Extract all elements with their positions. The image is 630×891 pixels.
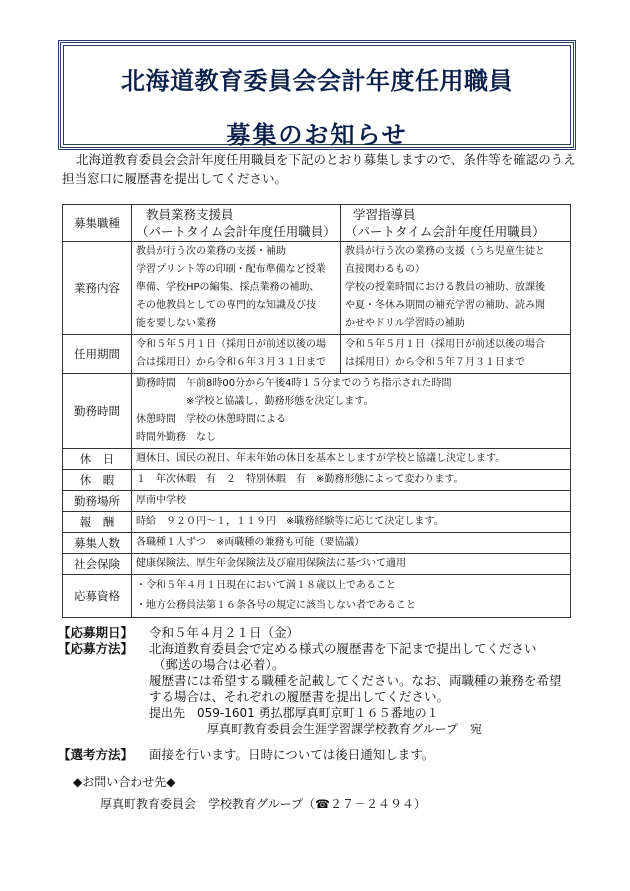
list-item: 直接関わるもの） <box>345 264 425 275</box>
list-item: ※学校と協議し、勤務形態を決定します。 <box>136 396 374 407</box>
period2-cell <box>341 335 571 374</box>
job2-cell <box>341 205 571 242</box>
submit-line1: 提出先 059-1601 勇払郡厚真町京町１６５番地の１ <box>149 706 439 720</box>
list-item: その他教員としての専門的な知識及び技 <box>136 300 316 311</box>
job1-cell <box>132 205 341 242</box>
submit-address <box>149 705 589 737</box>
place-cell: 厚南中学校 <box>132 491 571 512</box>
method-label: 【応募方法】 <box>58 641 134 656</box>
table-row <box>63 575 571 618</box>
num-label: 募集人数 <box>63 533 132 554</box>
list-item: 教員が行う次の業務の支援（うち児童生徒と <box>345 246 545 257</box>
recruitment-table <box>62 204 571 618</box>
duty2-cell <box>341 242 571 335</box>
submit-line2: 厚真町教育委員会生涯学習課学校教育グループ 宛 <box>207 722 483 736</box>
list-item: する場合は、それぞれの履歴書を提出してください。 <box>149 689 450 704</box>
contact-text: 厚真町教育委員会 学校教育グループ（☎２７－２４９４） <box>100 797 426 811</box>
list-item: 合は採用日）から令和６年３月３１日まで <box>136 357 326 368</box>
leave-cell: １ 年次休暇 有 ２ 特別休暇 有 ※勤務形態によって変わります。 <box>132 470 571 491</box>
list-item: かせやドリル学習時の補助 <box>345 318 465 329</box>
table-row <box>63 491 571 512</box>
hours-label: 勤務時間 <box>63 374 132 449</box>
list-item: 北海道教育委員会で定める様式の履歴書を下記まで提出してください <box>149 641 537 656</box>
list-item: は採用日）から令和５年７月３１日まで <box>345 357 525 368</box>
list-item: ・地方公務員法第１６条各号の規定に該当しない者であること <box>136 600 416 611</box>
method-section <box>58 641 148 657</box>
deadline-label: 【応募期日】 <box>58 625 134 640</box>
selection-label: 【選考方法】 <box>58 747 134 762</box>
list-item: （郵送の場合は必着）。 <box>153 657 285 672</box>
job2-title: 学習指導員 <box>353 207 416 222</box>
table-row <box>63 242 571 335</box>
list-item: や夏・冬休み期間の補充学習の補助、読み聞 <box>345 300 545 311</box>
selection-text: 面接を行います。日時については後日通知します。 <box>149 747 435 762</box>
table-row <box>63 449 571 470</box>
qual-label: 応募資格 <box>63 575 132 618</box>
table-row <box>63 512 571 533</box>
table-row <box>63 533 571 554</box>
ins-label: 社会保険 <box>63 554 132 575</box>
table-row <box>63 205 571 242</box>
list-item: 学校の授業時間における教員の補助、放課後 <box>345 282 545 293</box>
holiday-label: 休 日 <box>63 449 132 470</box>
list-item: 勤務時間 午前8時00分から午後4時１５分までのうち指示された時間 <box>136 378 452 389</box>
ins-cell: 健康保険法、厚生年金保険法及び雇用保険法に基づいて適用 <box>132 554 571 575</box>
list-item: 時間外勤務 なし <box>136 432 216 443</box>
page-title: 北海道教育委員会会計年度任用職員 <box>121 67 513 95</box>
leave-label: 休 暇 <box>63 470 132 491</box>
duty-label: 業務内容 <box>63 242 132 335</box>
deadline-text: 令和５年４月２１日（金） <box>149 625 300 640</box>
table-row <box>63 554 571 575</box>
job-label: 募集職種 <box>63 205 132 242</box>
list-item: 学習プリント等の印刷・配布準備など授業 <box>136 264 326 275</box>
list-item: 令和５年５月１日（採用日が前述以後の場 <box>136 339 326 350</box>
pay-label: 報 酬 <box>63 512 132 533</box>
intro-text: 北海道教育委員会会計年度任用職員を下記のとおり募集しますので、条件等を確認のうえ担当窓口に履歴書を提出してください。 <box>62 152 576 186</box>
list-item: 休憩時間 学校の休憩時間による <box>136 414 286 425</box>
hours-cell <box>132 374 571 449</box>
title-box <box>58 40 576 150</box>
duty1-cell <box>132 242 341 335</box>
list-item: 準備、学校HPの編集、採点業務の補助、 <box>136 282 320 293</box>
list-item: 能を要しない業務 <box>136 318 216 329</box>
pay-cell: 時給 ９２０円～１，１１９円 ※職務経験等に応じて決定します。 <box>132 512 571 533</box>
list-item: 令和５年５月１日（採用日が前述以後の場合 <box>345 339 545 350</box>
selection-section <box>58 747 148 763</box>
period1-cell <box>132 335 341 374</box>
method-text <box>149 641 589 705</box>
list-item: 教員が行う次の業務の支援・補助 <box>136 246 286 257</box>
job2-sub: （パートタイム会計年度任用職員） <box>345 224 545 239</box>
deadline-section <box>58 625 148 641</box>
contact-heading: ◆お問い合わせ先◆ <box>73 775 176 789</box>
list-item: ・令和５年４月１日現在において満１８歳以上であること <box>136 580 396 591</box>
table-row <box>63 374 571 449</box>
list-item: 履歴書には希望する職種を記載してください。なお、両職種の兼務を希望 <box>149 673 562 688</box>
period-label: 任用期間 <box>63 335 132 374</box>
num-cell: 各職種１人ずつ ※両職種の兼務も可能（要協議） <box>132 533 571 554</box>
place-label: 勤務場所 <box>63 491 132 512</box>
qual-cell <box>132 575 571 618</box>
page-subtitle: 募集のお知らせ <box>226 121 408 149</box>
holiday-cell: 週休日、国民の祝日、年末年始の休日を基本としますが学校と協議し決定します。 <box>132 449 571 470</box>
job1-title: 教員業務支援員 <box>146 207 234 222</box>
table-row <box>63 470 571 491</box>
table-row <box>63 335 571 374</box>
job1-sub: （パートタイム会計年度任用職員） <box>136 224 336 239</box>
